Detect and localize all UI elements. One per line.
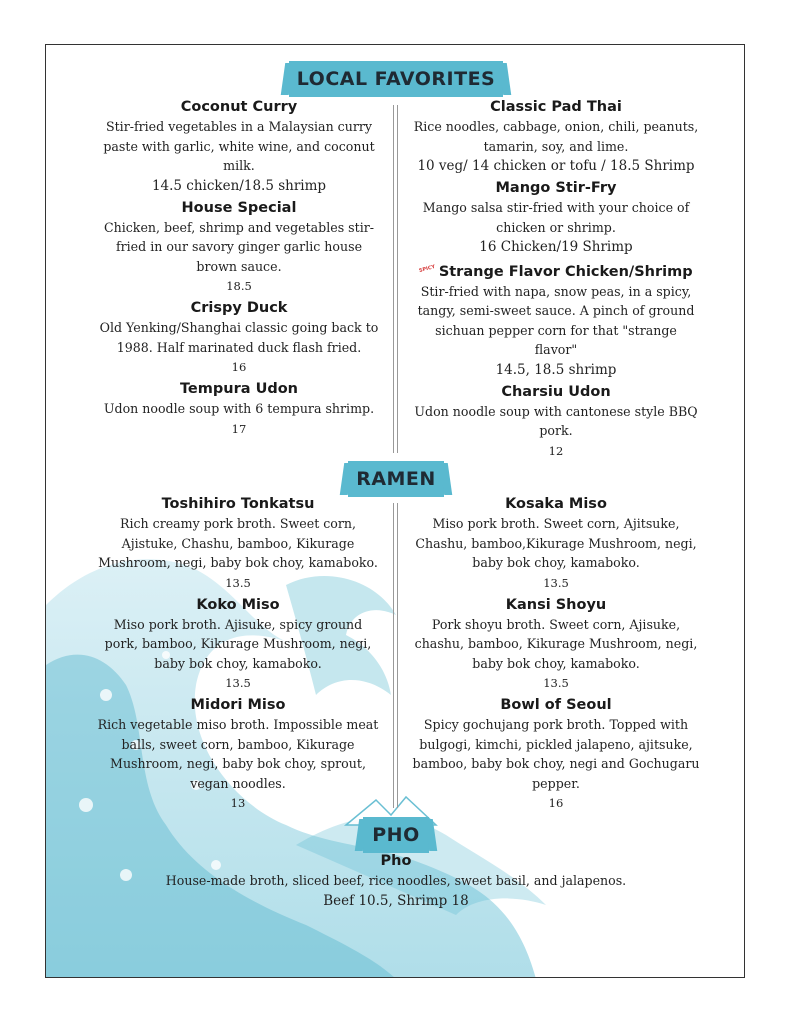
item-price: 16 [548,796,564,810]
menu-item-crispy-duck [98,298,380,377]
ramen-right-column [412,494,700,815]
item-price: 10 veg/ 14 chicken or tofu / 18.5 Shrimp [417,158,695,174]
item-description: Miso pork broth. Ajisuke, spicy ground pork, bamboo, Kikurage Mushroom, negi, baby bok choy, kamaboko. [104,616,372,671]
menu-item-tempura-udon [98,379,380,439]
item-name: Midori Miso [190,697,286,713]
item-description: Pork shoyu broth. Sweet corn, Ajisuke, chashu, bamboo, Kikurage Mushroom, negi, baby bok choy, kamaboko. [414,616,698,671]
menu-item-house-special [98,198,380,297]
item-price: 13.5 [543,575,569,590]
item-name: Kosaka Miso [505,496,607,512]
item-price: 13 [230,796,246,810]
item-name: Kansi Shoyu [505,596,607,613]
menu-item-classic-pad-thai [412,97,700,176]
item-name: Mango Stir-Fry [495,180,617,196]
menu-item-bowl-of-seoul [412,695,700,813]
menu-item-koko-miso [96,595,380,694]
item-name: Tempura Udon [179,381,299,397]
item-description: Rich vegetable miso broth. Impossible meat balls, sweet corn, bamboo, Kikurage Mushroom, negi, baby bok choy, sprout, vegan noodles. [97,717,379,791]
item-name: Toshihiro Tonkatsu [161,496,315,512]
local-favorites-left-column [98,97,380,441]
item-name-text: Strange Flavor Chicken/Shrimp [438,263,693,280]
item-price: 18.5 [226,279,252,293]
item-description: Udon noodle soup with 6 tempura shrimp. [103,401,375,416]
item-description: House-made broth, sliced beef, rice noodles, sweet basil, and jalapenos. [165,873,627,888]
item-name: House Special [181,199,297,216]
item-price: 14.5, 18.5 shrimp [495,361,617,378]
item-description: Spicy gochujang pork broth. Topped with bulgogi, kimchi, pickled jalapeno, ajitsuke, bamboo, baby bok choy, negi and Gochugaru pepper. [412,717,700,791]
item-description: Chicken, beef, shrimp and vegetables stir-fried in our savory ginger garlic house brown sauce. [103,219,374,274]
column-divider [393,105,398,453]
pho-banner: PHO [363,817,429,853]
menu-page [45,44,745,978]
item-description: Rice noodles, cabbage, onion, chili, peanuts, tamarin, soy, and lime. [413,119,699,154]
menu-item-charsiu-udon [412,382,700,461]
item-name [412,259,700,282]
item-name: Crispy Duck [190,300,288,316]
local-favorites-banner: LOCAL FAVORITES [289,61,503,97]
item-description: Mango salsa stir-fried with your choice of chicken or shrimp. [422,200,690,235]
menu-item-mango-stir-fry [412,178,700,257]
menu-item-midori-miso [96,695,380,813]
item-price: 13.5 [543,676,569,690]
item-name: Charsiu Udon [501,383,611,400]
item-name: Classic Pad Thai [490,99,622,115]
item-description: Rich creamy pork broth. Sweet corn, Ajistuke, Chashu, bamboo, Kikurage Mushroom, negi, baby bok choy, kamaboko. [98,516,378,570]
ramen-left-column [96,494,380,815]
menu-item-coconut-curry [98,97,380,196]
item-description: Stir-fried vegetables in a Malaysian curry paste with garlic, white wine, and coconut milk. [103,119,375,173]
item-price: 12 [548,443,564,458]
item-price: 13.5 [225,676,251,690]
menu-item-toshihiro-tonkatsu [96,494,380,593]
ramen-banner: RAMEN [348,461,444,497]
item-description: Miso pork broth. Sweet corn, Ajitsuke, Chashu, bamboo,Kikurage Mushroom, negi, baby bok choy, kamaboko. [415,516,697,570]
item-price: Beef 10.5, Shrimp 18 [323,892,469,909]
item-price: 16 [231,360,247,374]
menu-item-strange-flavor [412,259,700,380]
item-price: 17 [231,421,247,436]
item-description: Old Yenking/Shanghai classic going back to 1988. Half marinated duck flash fried. [99,320,379,355]
item-name: Coconut Curry [180,99,298,115]
item-name: Pho [380,853,412,869]
column-divider [393,503,398,808]
item-description: Udon noodle soup with cantonese style BBQ pork. [414,403,698,439]
item-price: 13.5 [225,575,251,590]
item-name: Bowl of Seoul [500,697,612,713]
menu-item-kosaka-miso [412,494,700,593]
spicy-badge: SPICY [418,263,437,275]
item-price: 14.5 chicken/18.5 shrimp [151,177,327,194]
pho-section [126,851,666,913]
local-favorites-right-column [412,97,700,463]
item-name: Koko Miso [196,596,280,613]
menu-item-pho [126,851,666,911]
item-price: 16 Chicken/19 Shrimp [479,239,633,255]
menu-item-kansi-shoyu [412,595,700,694]
item-description: Stir-fried with napa, snow peas, in a spicy, tangy, semi-sweet sauce. A pinch of ground sichuan pepper corn for that "strange flavor" [417,283,695,358]
